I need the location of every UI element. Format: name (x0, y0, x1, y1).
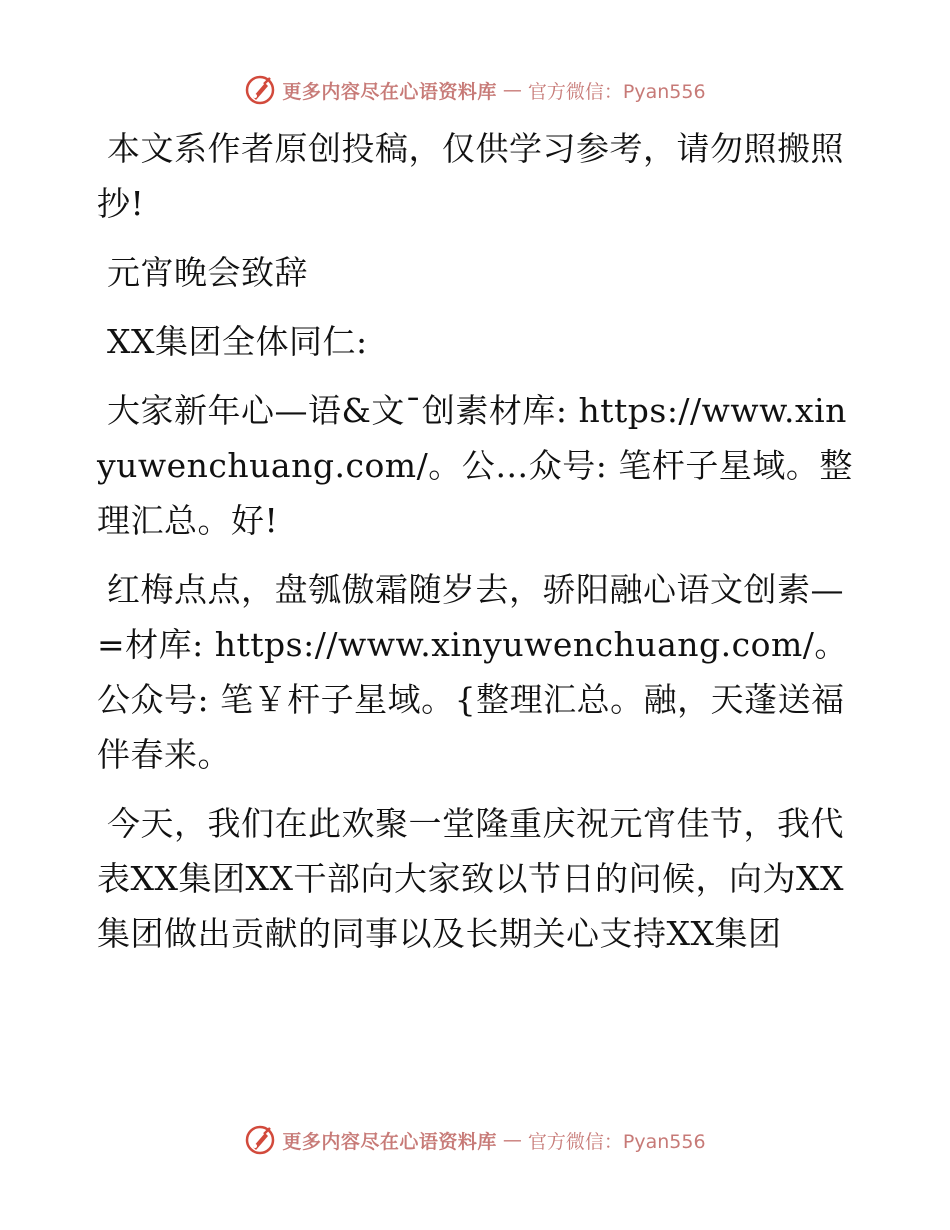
banner-separator: — (502, 1129, 522, 1151)
paragraph-salutation: XX集团全体同仁: (107, 322, 368, 361)
banner-contact: 官方微信：Pyan556 (527, 80, 706, 103)
footer-banner (0, 1120, 950, 1160)
header-banner (0, 70, 950, 110)
paragraph-opening-verse: 红梅点点，盘瓠傲霜随岁去，骄阳融心语文创素—=材库: https://www.xinyuwenchuang.com/。公众号: 笔￥杆子星域。{整理汇总。融，天蓬送福伴春来。 (97, 570, 848, 774)
paragraph-greeting: 大家新年心—语&文¯创素材库: https://www.xinyuwenchuang.com/。公…众号: 笔杆子星域。整理汇总。好! (97, 391, 853, 540)
banner-title: 更多内容尽在心语资料库 (282, 1130, 497, 1153)
banner-contact: 官方微信：Pyan556 (527, 1130, 706, 1153)
document-body (97, 121, 857, 975)
paragraph-title: 元宵晚会致辞 (107, 253, 308, 292)
quill-logo-icon (244, 1124, 276, 1156)
paragraph-celebration: 今天，我们在此欢聚一堂隆重庆祝元宵佳节，我代表XX集团XX干部向大家致以节日的问候，向为XX集团做出贡献的同事以及长期关心支持XX集团 (97, 804, 844, 953)
paragraph-disclaimer: 本文系作者原创投稿，仅供学习参考，请勿照搬照抄! (97, 129, 844, 223)
banner-title: 更多内容尽在心语资料库 (282, 80, 497, 103)
quill-logo-icon (244, 74, 276, 106)
banner-separator: — (502, 79, 522, 101)
